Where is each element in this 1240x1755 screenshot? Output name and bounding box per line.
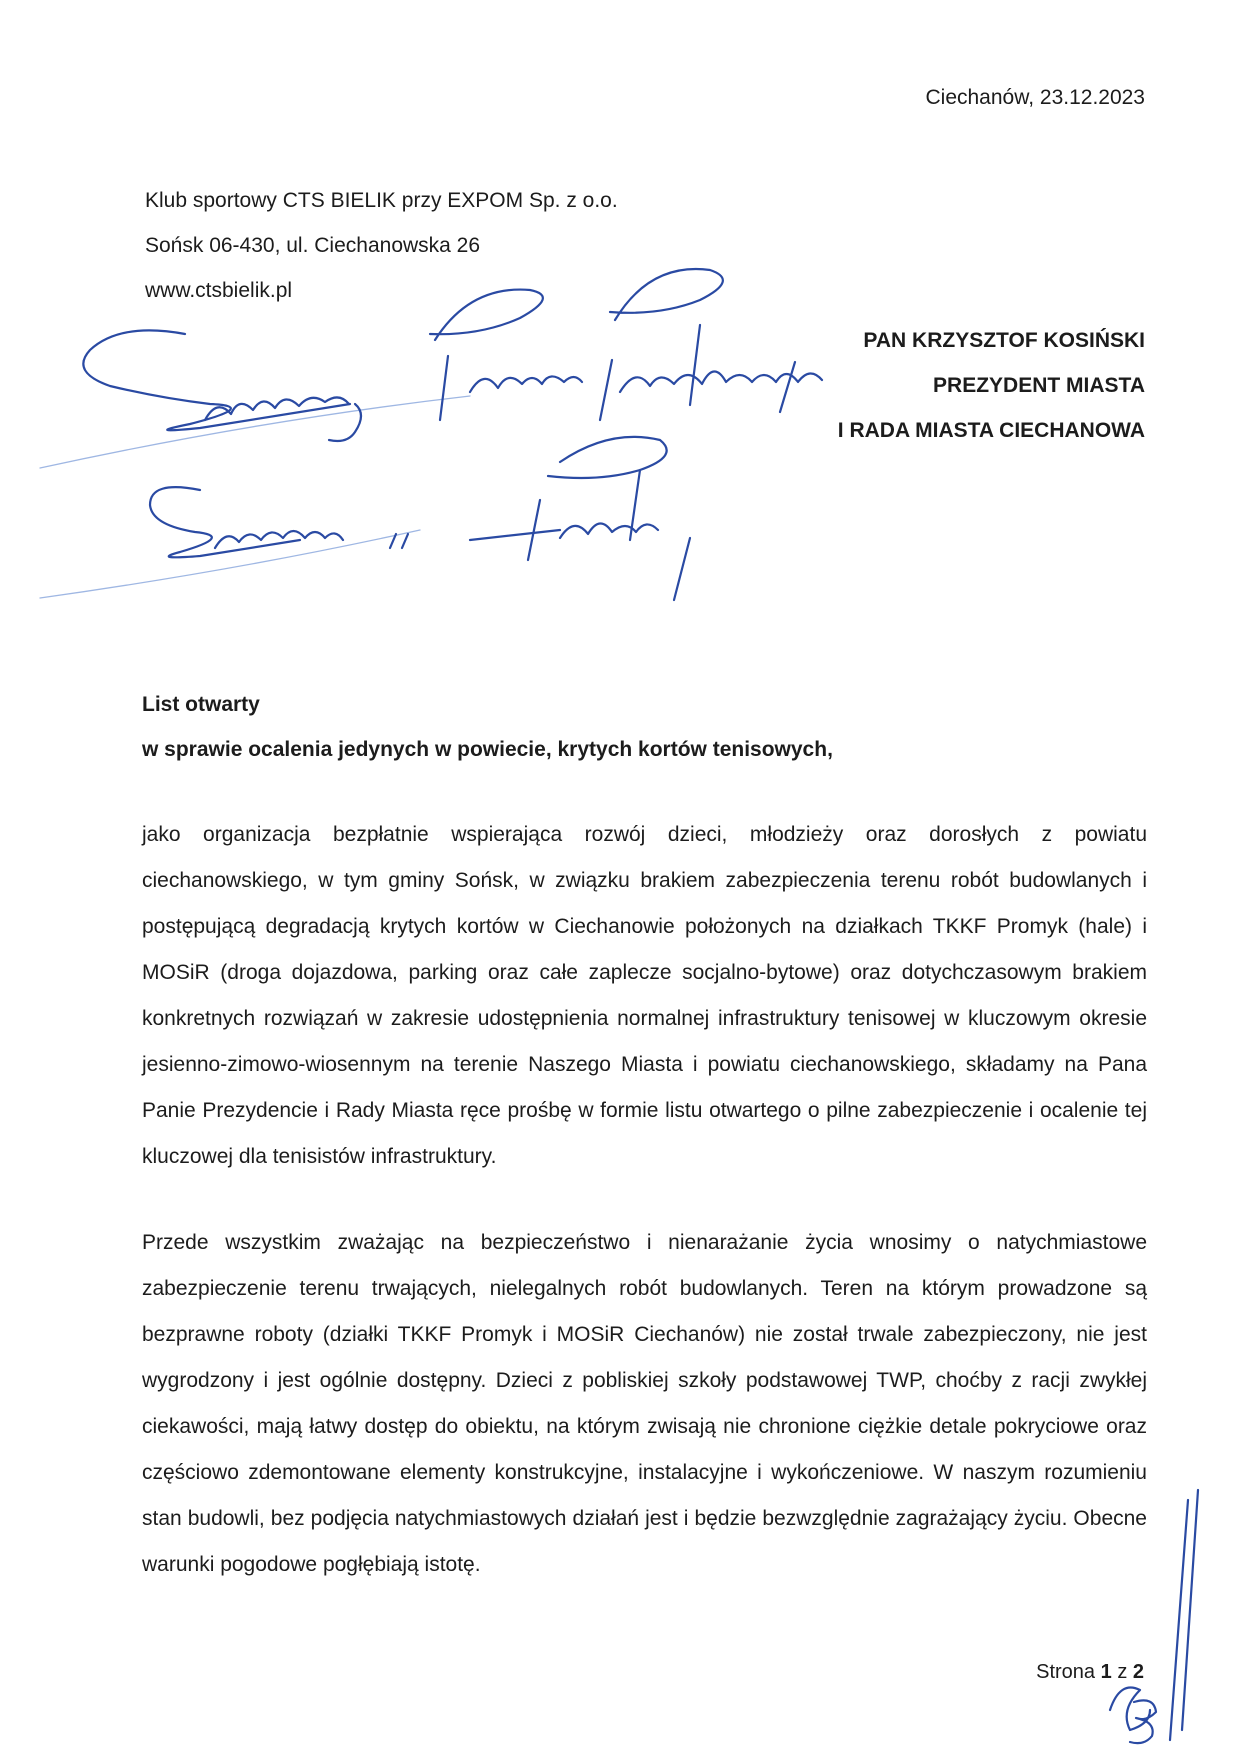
paragraph-2: Przede wszystkim zważając na bezpieczeństwo i nienarażanie życia wnosimy o natychmiastowe zabezpieczenie terenu trwających, nielegalnych robót budowlanych. Teren na którym prowadzone są bezprawne roboty (działki TKKF Promyk i MOSiR Ciechanów) nie został trwale zabezpieczony, nie jest wygrodzony i jest ogólnie dostępny. Dzieci z pobliskiej szkoły podstawowej TWP, choćby z racji zwykłej ciekawości, mają łatwy dostęp do obiektu, na którym zwisają nie chronione ciężkie detale pokryciowe oraz częściowo zdemontowane elementy konstrukcyjne, instalacyjne i wykończeniowe. W naszym rozumieniu stan budowli, bez podjęcia natychmiastowych działań jest i będzie bezwzględnie zagrażający życiu. Obecne warunki pogodowe pogłębiają istotę.	[142, 1231, 1147, 1576]
recipient-block	[838, 318, 1145, 453]
recipient-name: PAN KRZYSZTOF KOSIŃSKI	[863, 329, 1145, 352]
page-prefix: Strona	[1036, 1661, 1096, 1683]
recipient-council: I RADA MIASTA CIECHANOWA	[837, 419, 1145, 442]
page-current: 1	[1100, 1661, 1112, 1683]
subject-topic: w sprawie ocalenia jedynych w powiecie, krytych kortów tenisowych,	[142, 738, 833, 761]
page-separator: z	[1117, 1661, 1128, 1683]
sender-website: www.ctsbielik.pl	[145, 279, 293, 302]
subject-title: List otwarty	[142, 693, 260, 716]
recipient-title: PREZYDENT MIASTA	[933, 374, 1145, 397]
sender-name: Klub sportowy CTS BIELIK przy EXPOM Sp. z o.o.	[145, 189, 618, 212]
sender-block	[145, 178, 618, 313]
date-line: Ciechanów, 23.12.2023	[925, 86, 1145, 109]
page-total: 2	[1132, 1661, 1144, 1683]
subject-block	[142, 682, 833, 772]
margin-initials	[1090, 1480, 1230, 1750]
sender-address: Sońsk 06-430, ul. Ciechanowska 26	[145, 234, 481, 257]
paragraph-1: jako organizacja bezpłatnie wspierająca rozwój dzieci, młodzieży oraz dorosłych z powiatu ciechanowskiego, w tym gminy Sońsk, w związku brakiem zabezpieczenia terenu robót budowlanych i postępującą degradacją krytych kortów w Ciechanowie położonych na działkach TKKF Promyk (hale) i MOSiR (droga dojazdowa, parking oraz całe zaplecze socjalno-bytowe) oraz dotychczasowym brakiem konkretnych rozwiązań w zakresie udostępnienia normalnej infrastruktury tenisowej w kluczowym okresie jesienno-zimowo-wiosennym na terenie Naszego Miasta i powiatu ciechanowskiego, składamy na Pana Panie Prezydencie i Rady Miasta ręce prośbę w formie listu otwartego o pilne zabezpieczenie i ocalenie tej kluczowej dla tenisistów infrastruktury.	[142, 823, 1147, 1168]
